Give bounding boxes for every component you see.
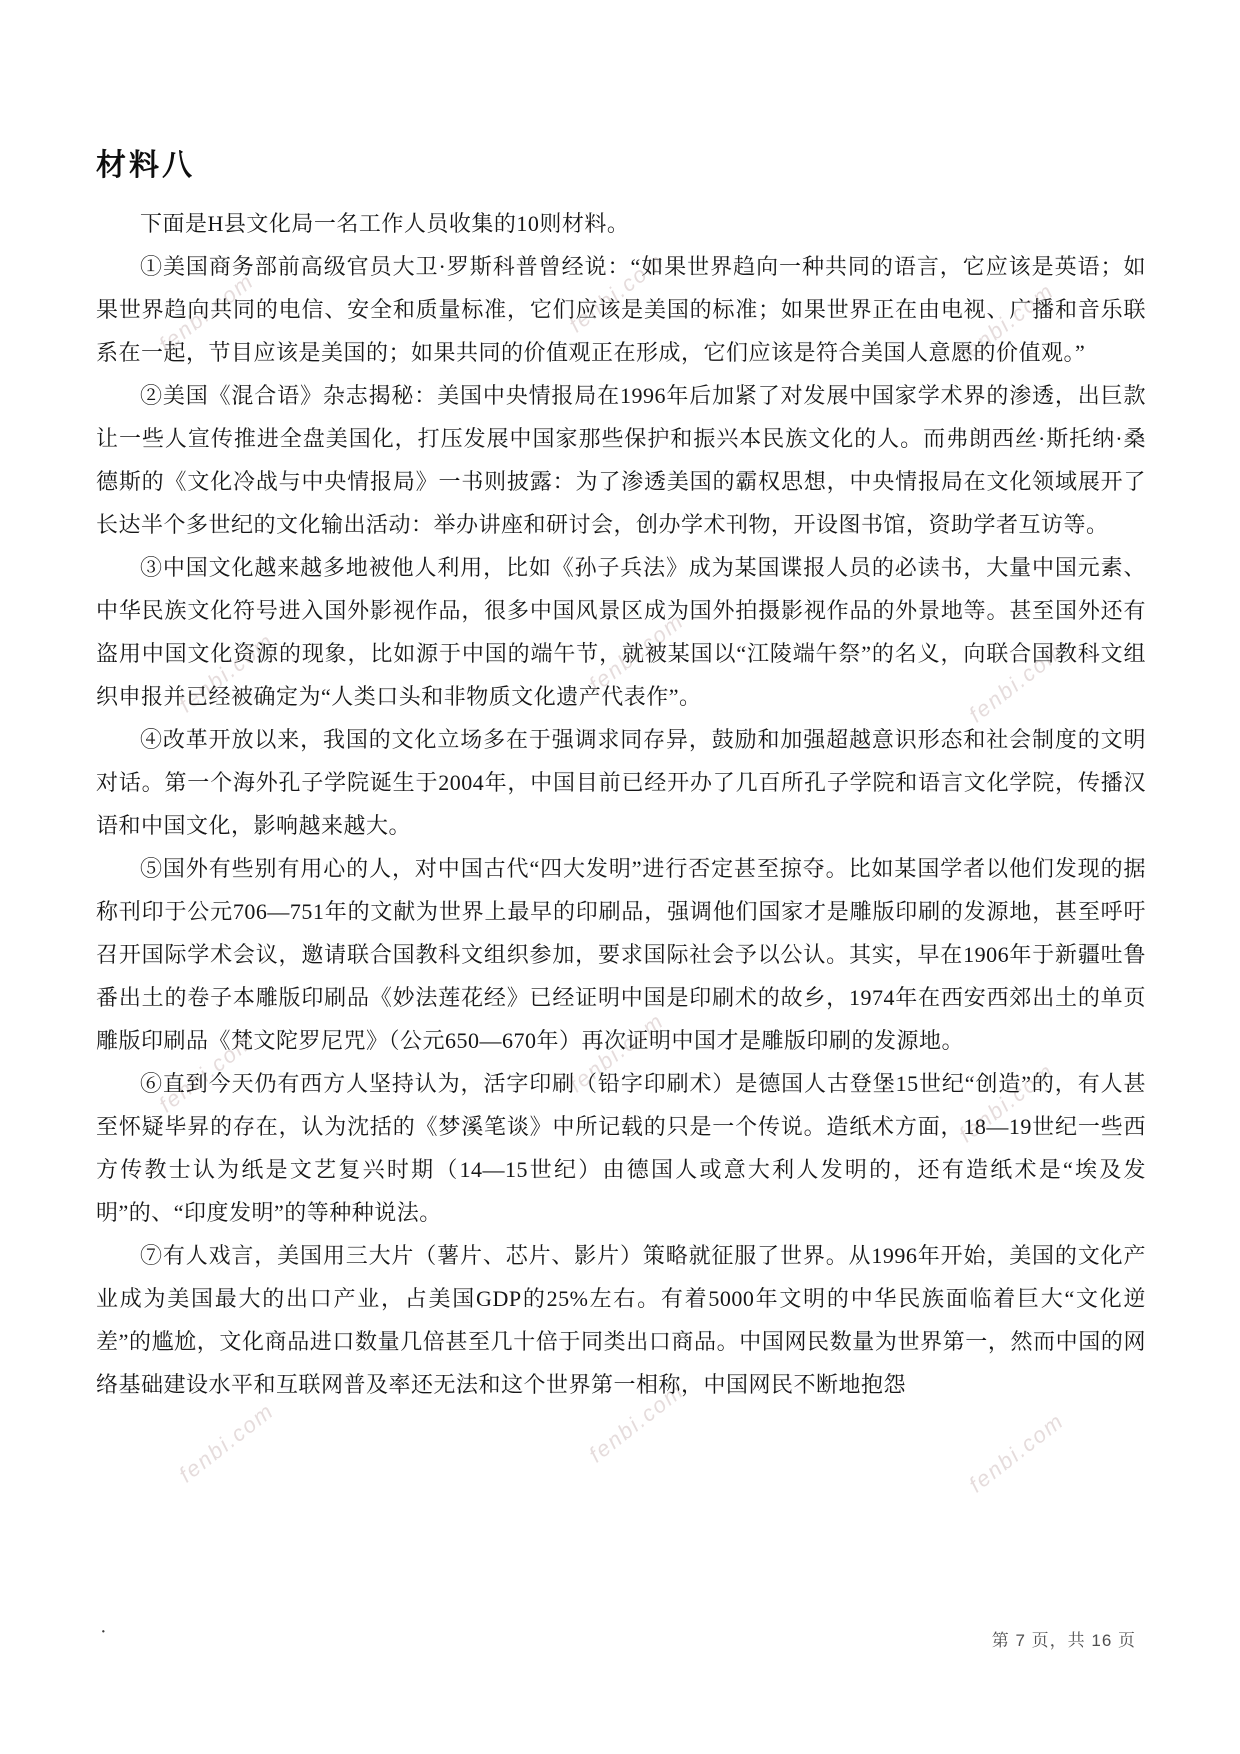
- footer-bullet: ·: [100, 1621, 107, 1643]
- paragraph-4: ④改革开放以来，我国的文化立场多在于强调求同存异，鼓励和加强超越意识形态和社会制度的文明对话。第一个海外孔子学院诞生于2004年，中国目前已经开办了几百所孔子学院和语言文化学院，传播汉语和中国文化，影响越来越大。: [96, 727, 1146, 838]
- watermark-text: fenbi.com: [954, 1057, 1059, 1148]
- watermark-text: fenbi.com: [154, 1027, 259, 1118]
- watermark-text: fenbi.com: [174, 1397, 279, 1488]
- watermark-text: fenbi.com: [584, 607, 689, 698]
- watermark-text: fenbi.com: [174, 627, 279, 718]
- watermark-text: fenbi.com: [564, 1007, 669, 1098]
- paragraph-6: ⑥直到今天仍有西方人坚持认为，活字印刷（铅字印刷术）是德国人古登堡15世纪“创造”的，有人甚至怀疑毕昇的存在，认为沈括的《梦溪笔谈》中所记载的只是一个传说。造纸术方面，18—19世纪一些西方传教士认为纸是文艺复兴时期（14—15世纪）由德国人或意大利人发明的，还有造纸术是“埃及发明”的、“印度发明”的等种种说法。: [96, 1071, 1146, 1225]
- paragraph-3: ③中国文化越来越多地被他人利用，比如《孙子兵法》成为某国谍报人员的必读书，大量中国元素、中华民族文化符号进入国外影视作品，很多中国风景区成为国外拍摄影视作品的外景地等。甚至国外还有盗用中国文化资源的现象，比如源于中国的端午节，就被某国以“江陵端午祭”的名义，向联合国教科文组织申报并已经被确定为“人类口头和非物质文化遗产代表作”。: [96, 555, 1146, 709]
- page-number: 第 7 页，共 16 页: [991, 1631, 1136, 1650]
- paragraph-5: ⑤国外有些别有用心的人，对中国古代“四大发明”进行否定甚至掠夺。比如某国学者以他们发现的据称刊印于公元706—751年的文献为世界上最早的印刷品，强调他们国家才是雕版印刷的发源地，甚至呼吁召开国际学术会议，邀请联合国教科文组织参加，要求国际社会予以公认。其实，早在1906年于新疆吐鲁番出土的卷子本雕版印刷品《妙法莲花经》已经证明中国是印刷术的故乡，1974年在西安西郊出土的单页雕版印刷品《梵文陀罗尼咒》（公元650—670年）再次证明中国才是雕版印刷的发源地。: [96, 856, 1146, 1053]
- watermark-text: fenbi.com: [154, 267, 259, 358]
- watermark-text: fenbi.com: [964, 1407, 1069, 1498]
- paragraph-7: ⑦有人戏言，美国用三大片（薯片、芯片、影片）策略就征服了世界。从1996年开始，美国的文化产业成为美国最大的出口产业，占美国GDP的25%左右。有着5000年文明的中华民族面临着巨大“文化逆差”的尴尬，文化商品进口数量几倍甚至几十倍于同类出口商品。中国网民数量为世界第一，然而中国的网络基础建设水平和互联网普及率还无法和这个世界第一相称，中国网民不断地抱怨: [96, 1243, 1146, 1397]
- paragraph-1: ①美国商务部前高级官员大卫·罗斯科普曾经说：“如果世界趋向一种共同的语言，它应该是英语；如果世界趋向共同的电信、安全和质量标准，它们应该是美国的标准；如果世界正在由电视、广播和音乐联系在一起，节目应该是美国的；如果共同的价值观正在形成，它们应该是符合美国人意愿的价值观。”: [96, 254, 1146, 365]
- paragraph-2: ②美国《混合语》杂志揭秘：美国中央情报局在1996年后加紧了对发展中国家学术界的渗透，出巨款让一些人宣传推进全盘美国化，打压发展中国家那些保护和振兴本民族文化的人。而弗朗西丝·斯托纳·桑德斯的《文化冷战与中央情报局》一书则披露：为了渗透美国的霸权思想，中央情报局在文化领域展开了长达半个多世纪的文化输出活动：举办讲座和研讨会，创办学术刊物，开设图书馆，资助学者互访等。: [96, 383, 1146, 537]
- watermark-text: fenbi.com: [954, 277, 1059, 368]
- document-content: [96, 146, 1146, 1406]
- page-title: 材料八: [96, 149, 195, 182]
- watermark-text: fenbi.com: [584, 1377, 689, 1468]
- watermark-text: fenbi.com: [964, 637, 1069, 728]
- watermark-text: fenbi.com: [564, 247, 669, 338]
- intro-paragraph: 下面是H县文化局一名工作人员收集的10则材料。: [140, 211, 630, 236]
